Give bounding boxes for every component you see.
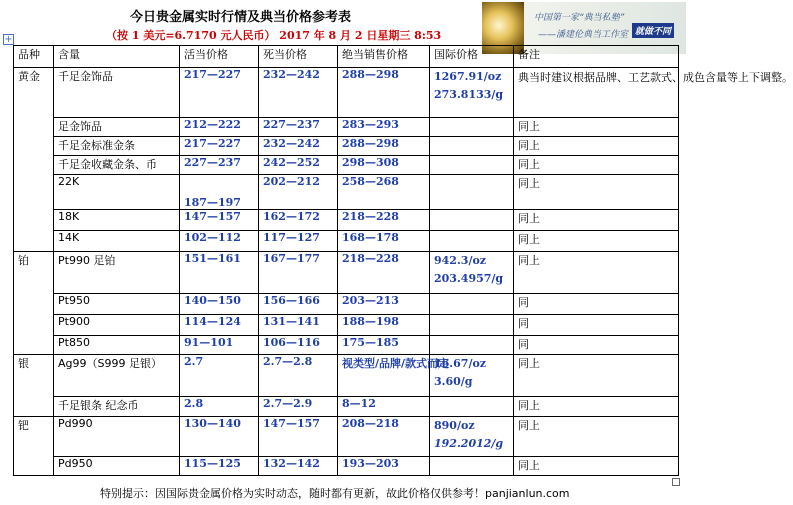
live-price-cell: 217—227 [180, 137, 259, 156]
header-sale-price: 绝当销售价格 [338, 46, 430, 68]
remark-cell: 同上 [514, 231, 679, 252]
intl-price-palladium [430, 417, 514, 457]
table-row [14, 68, 679, 118]
intl-price-cell [430, 294, 514, 315]
dead-price-cell: 106—116 [259, 336, 338, 355]
table-header-row [14, 46, 679, 68]
intl-price-cell [430, 231, 514, 252]
sale-price-cell: 视类型/品牌/款式而定 [338, 355, 430, 397]
category-silver: 银 [14, 355, 54, 417]
header-intl-price: 国际价格 [430, 46, 514, 68]
intl-price-silver [430, 355, 514, 397]
intl-price-gram: 3.60/g [434, 375, 473, 388]
intl-price-cell [430, 210, 514, 231]
dead-price-cell: 162—172 [259, 210, 338, 231]
dead-price-cell: 132—142 [259, 457, 338, 476]
intl-price-cell [430, 397, 514, 417]
remark-cell: 同上 [514, 355, 679, 397]
dead-price-cell: 227—237 [259, 118, 338, 137]
dead-price-cell: 167—177 [259, 252, 338, 294]
dead-price-cell: 117—127 [259, 231, 338, 252]
dead-price-cell: 232—242 [259, 68, 338, 118]
intl-price-gram-value: 192.2012/g [434, 437, 504, 450]
table-row [14, 137, 679, 156]
content-cell: Pt990 足铂 [54, 252, 180, 294]
intl-price-cell [430, 336, 514, 355]
live-price-cell: 140—150 [180, 294, 259, 315]
content-cell: 22K [54, 175, 180, 210]
sale-price-cell: 288—298 [338, 68, 430, 118]
dead-price-cell: 2.7—2.9 [259, 397, 338, 417]
dead-price-cell: 202—212 [259, 175, 338, 210]
live-price-cell: 102—112 [180, 231, 259, 252]
table-row [14, 156, 679, 175]
dead-price-cell: 242—252 [259, 156, 338, 175]
sale-price-cell: 208—218 [338, 417, 430, 457]
remark-cell: 同上 [514, 417, 679, 457]
remark-cell: 同上 [514, 252, 679, 294]
price-table [13, 45, 793, 476]
content-cell: 千足金收藏金条、币 [54, 156, 180, 175]
content-cell: 14K [54, 231, 180, 252]
dead-price-cell: 131—141 [259, 315, 338, 336]
live-price-cell: 115—125 [180, 457, 259, 476]
category-gold: 黄金 [14, 68, 54, 252]
remark-note: 典当时建议根据品牌、工艺款式、成色含量等上下调整。 [514, 68, 679, 118]
remark-cell: 同上 [514, 457, 679, 476]
intl-price-gram [434, 435, 509, 453]
content-cell: Pd990 [54, 417, 180, 457]
remark-cell: 同 [514, 294, 679, 315]
content-cell: Pt850 [54, 336, 180, 355]
live-price-cell: 2.8 [180, 397, 259, 417]
remark-cell: 同上 [514, 137, 679, 156]
remark-cell: 同 [514, 315, 679, 336]
table-resize-handle[interactable] [672, 478, 680, 486]
content-cell: Pt950 [54, 294, 180, 315]
table-row [14, 294, 679, 315]
live-price-cell: 227—237 [180, 156, 259, 175]
table-expand-icon[interactable]: + [4, 34, 13, 45]
logo-line-1: 中国第一家“典当私塾” [534, 13, 625, 23]
table-row [14, 336, 679, 355]
intl-price-oz: 16.67/oz [434, 357, 487, 370]
content-cell: 足金饰品 [54, 118, 180, 137]
content-cell: 千足银条 纪念币 [54, 397, 180, 417]
intl-price-oz: 1267.91/oz [434, 70, 502, 83]
intl-price-cell [430, 457, 514, 476]
intl-price-gram: 273.8133/g [434, 88, 504, 101]
live-price-cell: 212—222 [180, 118, 259, 137]
table-row [14, 417, 679, 457]
content-cell: 千足金标准金条 [54, 137, 180, 156]
page-title: 今日贵金属实时行情及典当价格参考表 [130, 10, 352, 25]
intl-price-cell [430, 156, 514, 175]
sale-price-cell: 288—298 [338, 137, 430, 156]
intl-price-gram: 203.4957/g [434, 272, 504, 285]
remark-cell: 同上 [514, 156, 679, 175]
intl-price-cell [430, 118, 514, 137]
exchange-rate-subtitle: （按 1 美元=6.7170 元人民币） 2017 年 8 月 2 日星期三 8:53 [106, 29, 442, 42]
intl-price-cell [430, 175, 514, 210]
logo-line-2: ——潘建伦典当工作室 [538, 30, 629, 40]
sale-price-cell: 218—228 [338, 210, 430, 231]
sale-price-cell: 283—293 [338, 118, 430, 137]
sale-price-cell: 168—178 [338, 231, 430, 252]
table-row [14, 355, 679, 397]
remark-cell: 同上 [514, 175, 679, 210]
dead-price-cell: 2.7—2.8 [259, 355, 338, 397]
intl-price-cell [430, 315, 514, 336]
intl-price-oz: 942.3/oz [434, 254, 487, 267]
category-platinum: 铂 [14, 252, 54, 355]
table-row [14, 231, 679, 252]
header-live-price: 活当价格 [180, 46, 259, 68]
sale-price-cell: 8—12 [338, 397, 430, 417]
intl-price-gold [430, 68, 514, 118]
dead-price-cell: 232—242 [259, 137, 338, 156]
table-row [14, 210, 679, 231]
live-price-cell: 187—197 [180, 175, 259, 210]
sale-price-cell: 193—203 [338, 457, 430, 476]
table-row [14, 118, 679, 137]
intl-price-oz: 890/oz [434, 419, 475, 432]
sale-price-cell: 298—308 [338, 156, 430, 175]
table-row [14, 457, 679, 476]
live-price-cell: 217—227 [180, 68, 259, 118]
intl-price-platinum [430, 252, 514, 294]
sale-price-cell: 218—228 [338, 252, 430, 294]
header-dead-price: 死当价格 [259, 46, 338, 68]
live-price-cell: 91—101 [180, 336, 259, 355]
content-cell: 千足金饰品 [54, 68, 180, 118]
intl-price-cell [430, 137, 514, 156]
remark-cell: 同上 [514, 210, 679, 231]
category-palladium: 钯 [14, 417, 54, 476]
live-price-cell: 147—157 [180, 210, 259, 231]
dead-price-cell: 147—157 [259, 417, 338, 457]
footer-notice: 特别提示：因国际贵金属价格为实时动态，随时都有更新，故此价格仅供参考！panjianlun.com [100, 487, 570, 500]
live-price-cell: 2.7 [180, 355, 259, 397]
table-row [14, 252, 679, 294]
live-price-cell: 114—124 [180, 315, 259, 336]
logo-badge: 就做不同 [632, 23, 674, 38]
content-cell: Pd950 [54, 457, 180, 476]
header-remarks: 备注 [514, 46, 679, 68]
live-price-cell: 151—161 [180, 252, 259, 294]
table-row [14, 397, 679, 417]
sale-price-cell: 188—198 [338, 315, 430, 336]
sale-price-cell: 203—213 [338, 294, 430, 315]
dead-price-cell: 156—166 [259, 294, 338, 315]
content-cell: 18K [54, 210, 180, 231]
content-cell: Pt900 [54, 315, 180, 336]
header-variety: 品种 [14, 46, 54, 68]
content-cell: Ag99（S999 足银） [54, 355, 180, 397]
table-row [14, 315, 679, 336]
table-row [14, 175, 679, 210]
remark-cell: 同上 [514, 397, 679, 417]
live-price-cell: 130—140 [180, 417, 259, 457]
header-content: 含量 [54, 46, 180, 68]
remark-cell: 同 [514, 336, 679, 355]
sale-price-cell: 258—268 [338, 175, 430, 210]
sale-price-cell: 175—185 [338, 336, 430, 355]
remark-cell: 同上 [514, 118, 679, 137]
